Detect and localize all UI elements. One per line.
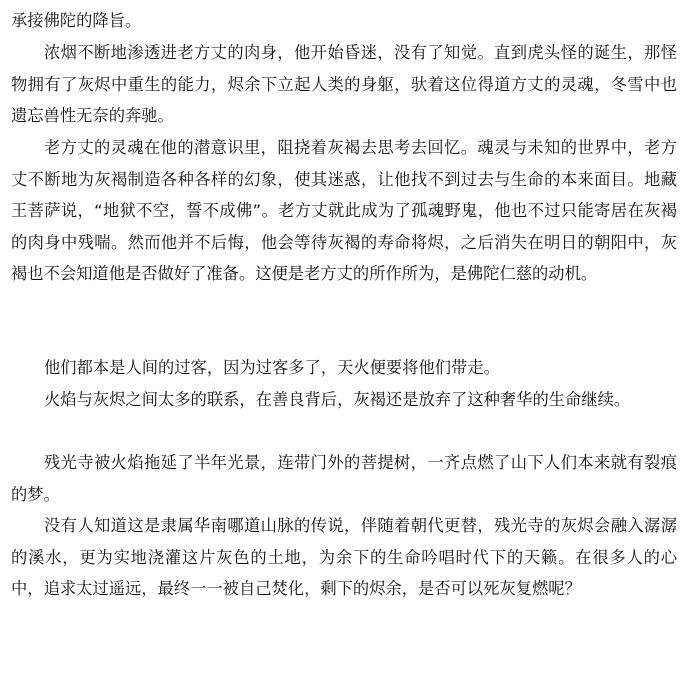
paragraph-3: 老方丈的灵魂在他的潜意识里，阻挠着灰褐去思考去回忆。魂灵与未知的世界中，老方丈不断地为灰褐制造各种各样的幻象，使其迷惑，让他找不到过去与生命的本来面目。地藏王菩萨说，“地狱不空，誓不成佛”。老方丈就此成为了孤魂野鬼，他也不过只能寄居在灰褐的肉身中残喘。然而他并不后悔，他会等待灰褐的寿命将烬，之后消失在明日的朝阳中，灰褐也不会知道他是否做好了准备。这便是老方丈的所作所为，是佛陀仁慈的动机。 <box>11 138 677 283</box>
paragraph-5: 火焰与灰烬之间太多的联系，在善良背后，灰褐还是放弃了这种奢华的生命继续。 <box>44 390 631 409</box>
paragraph-7: 没有人知道这是隶属华南哪道山脉的传说，伴随着朝代更替，残光寺的灰烬会融入潺潺的溪水，更为实地浇灌这片灰色的土地，为余下的生命吟唱时代下的天籁。在很多人的心中，追求太过遥远，最终一一被自己焚化，剩下的烬余，是否可以死灰复燃呢？ <box>11 516 677 598</box>
paragraph-6: 残光寺被火焰拖延了半年光景，连带门外的菩提树，一齐点燃了山下人们本来就有裂痕的梦。 <box>11 453 677 504</box>
paragraph-1: 承接佛陀的降旨。 <box>11 11 142 30</box>
paragraph-4: 他们都本是人间的过客，因为过客多了，天火便要将他们带走。 <box>44 358 500 377</box>
paragraph-2: 浓烟不断地渗透进老方丈的肉身，他开始昏迷，没有了知觉。直到虎头怪的诞生，那怪物拥有了灰烬中重生的能力，烬余下立起人类的身躯，驮着这位得道方丈的灵魂，冬雪中也遗忘兽性无奈的奔驰。 <box>11 43 677 125</box>
